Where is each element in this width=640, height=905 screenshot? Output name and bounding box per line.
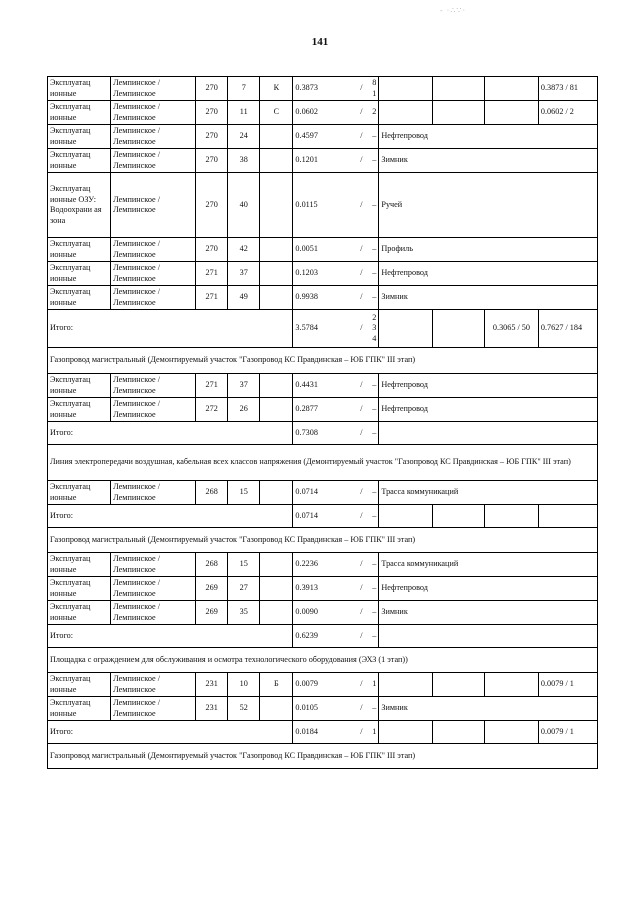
area-value: 0.3873 <box>295 83 318 93</box>
section-number-cell: 27 <box>228 577 260 601</box>
location-cell: Лемпинское / Лемпинское <box>111 697 196 721</box>
area-slash: / <box>360 131 363 141</box>
section-row <box>48 445 598 481</box>
category-cell: Эксплуатац ионные <box>48 697 111 721</box>
area-slash: / <box>360 380 363 390</box>
category-cell: Эксплуатац ионные <box>48 673 111 697</box>
area-value: 0.3913 <box>295 583 318 593</box>
total-row <box>48 310 598 348</box>
table-row <box>48 173 598 238</box>
area-count: – <box>372 131 377 141</box>
code-cell <box>260 398 293 422</box>
table-row <box>48 374 598 398</box>
area-value: 0.0051 <box>295 244 318 254</box>
area-fraction <box>295 703 376 714</box>
area-fraction <box>295 244 376 255</box>
area-fraction <box>295 404 376 415</box>
total-label: Итого: <box>48 310 293 348</box>
total-row <box>48 422 598 445</box>
section-number-cell: 49 <box>228 286 260 310</box>
value-cell-c9 <box>485 77 539 101</box>
category-cell: Эксплуатац ионные <box>48 149 111 173</box>
section-number-cell: 24 <box>228 125 260 149</box>
section-number-cell: 37 <box>228 374 260 398</box>
area-slash: / <box>360 323 363 333</box>
area-value: 0.1201 <box>295 155 318 165</box>
section-number-cell: 52 <box>228 697 260 721</box>
area-cell <box>293 505 379 528</box>
quarter-cell: 269 <box>196 601 228 625</box>
table-row <box>48 125 598 149</box>
value-cell-c7 <box>379 505 433 528</box>
area-cell <box>293 673 379 697</box>
area-fraction <box>295 631 376 642</box>
area-value: 0.0090 <box>295 607 318 617</box>
area-count: – <box>372 404 377 414</box>
area-value: 0.0714 <box>295 510 318 520</box>
location-cell: Лемпинское / Лемпинское <box>111 601 196 625</box>
section-number-cell: 11 <box>228 101 260 125</box>
category-cell: Эксплуатац ионные <box>48 262 111 286</box>
area-count: – <box>372 559 377 569</box>
value-cell-c9: 0.3065 / 50 <box>485 310 539 348</box>
section-number-cell: 15 <box>228 481 260 505</box>
category-cell: Эксплуатац ионные <box>48 286 111 310</box>
area-fraction <box>295 607 376 618</box>
page-number: 141 <box>311 36 329 48</box>
area-cell <box>293 481 379 505</box>
purpose-cell: Зимник <box>379 601 598 625</box>
area-count: – <box>372 510 377 520</box>
quarter-cell: 268 <box>196 481 228 505</box>
area-cell <box>293 101 379 125</box>
section-title: Газопровод магистральный (Демонтируемый участок "Газопровод КС Правдинская – ЮБ ГПК" III этап) <box>48 348 598 374</box>
quarter-cell: 270 <box>196 173 228 238</box>
quarter-cell: 272 <box>196 398 228 422</box>
purpose-cell: Трасса коммуникаций <box>379 553 598 577</box>
value-cell-c9 <box>485 101 539 125</box>
location-cell: Лемпинское / Лемпинское <box>111 553 196 577</box>
location-cell: Лемпинское / Лемпинское <box>111 262 196 286</box>
area-count: 8 1 <box>372 78 377 98</box>
quarter-cell: 270 <box>196 149 228 173</box>
section-row <box>48 528 598 553</box>
area-count: 2 <box>372 107 377 117</box>
purpose-cell: Ручей <box>379 173 598 238</box>
value-cell-c7 <box>379 721 433 744</box>
value-cell-c8 <box>433 310 485 348</box>
area-cell <box>293 625 379 648</box>
quarter-cell: 271 <box>196 374 228 398</box>
purpose-cell: Зимник <box>379 149 598 173</box>
value-cell-c8 <box>433 101 485 125</box>
area-count: – <box>372 380 377 390</box>
code-cell <box>260 262 293 286</box>
section-number-cell: 15 <box>228 553 260 577</box>
total-row <box>48 505 598 528</box>
category-cell: Эксплуатац ионные <box>48 553 111 577</box>
area-cell <box>293 721 379 744</box>
quarter-cell: 231 <box>196 697 228 721</box>
area-slash: / <box>360 83 363 93</box>
category-cell: Эксплуатац ионные <box>48 398 111 422</box>
location-cell: Лемпинское / Лемпинское <box>111 125 196 149</box>
purpose-cell: Профиль <box>379 238 598 262</box>
area-fraction <box>295 727 376 738</box>
total-label: Итого: <box>48 625 293 648</box>
area-value: 0.0184 <box>295 726 318 736</box>
area-slash: / <box>360 510 363 520</box>
area-fraction <box>295 428 376 439</box>
area-fraction <box>295 200 376 211</box>
table-row <box>48 577 598 601</box>
section-number-cell: 7 <box>228 77 260 101</box>
value-cell-c10: 0.0079 / 1 <box>538 721 597 744</box>
scan-artifact: - ·∴∵· <box>440 6 467 15</box>
code-cell <box>260 125 293 149</box>
location-cell: Лемпинское / Лемпинское <box>111 374 196 398</box>
area-slash: / <box>360 155 363 165</box>
purpose-cell: Нефтепровод <box>379 262 598 286</box>
section-number-cell: 40 <box>228 173 260 238</box>
code-cell <box>260 238 293 262</box>
value-cell-c9 <box>485 505 539 528</box>
code-cell: К <box>260 77 293 101</box>
section-number-cell: 42 <box>228 238 260 262</box>
quarter-cell: 268 <box>196 553 228 577</box>
section-title: Линия электропередачи воздушная, кабельная всех классов напряжения (Демонтируемый участок "Газопровод КС Правдинская – ЮБ ГПК" III этап) <box>48 445 598 481</box>
code-cell <box>260 481 293 505</box>
area-slash: / <box>360 268 363 278</box>
table-row <box>48 238 598 262</box>
purpose-cell: Нефтепровод <box>379 398 598 422</box>
code-cell <box>260 286 293 310</box>
category-cell: Эксплуатац ионные <box>48 577 111 601</box>
table-row <box>48 481 598 505</box>
area-value: 3.5784 <box>295 323 318 333</box>
area-count: – <box>372 292 377 302</box>
quarter-cell: 271 <box>196 262 228 286</box>
quarter-cell: 270 <box>196 101 228 125</box>
area-cell <box>293 310 379 348</box>
location-cell: Лемпинское / Лемпинское <box>111 149 196 173</box>
area-cell <box>293 149 379 173</box>
area-slash: / <box>360 487 363 497</box>
purpose-cell: Зимник <box>379 286 598 310</box>
area-value: 0.1203 <box>295 268 318 278</box>
table-row <box>48 601 598 625</box>
area-count: 1 <box>372 726 377 736</box>
area-slash: / <box>360 630 363 640</box>
area-value: 0.0115 <box>295 199 318 209</box>
value-cell-c7 <box>379 77 433 101</box>
value-cell-c7 <box>379 101 433 125</box>
area-cell <box>293 238 379 262</box>
area-count: – <box>372 630 377 640</box>
area-cell <box>293 697 379 721</box>
purpose-cell: Нефтепровод <box>379 125 598 149</box>
area-fraction <box>295 559 376 570</box>
location-cell: Лемпинское / Лемпинское <box>111 77 196 101</box>
area-count: – <box>372 703 377 713</box>
area-slash: / <box>360 404 363 414</box>
code-cell <box>260 577 293 601</box>
value-cell-c10: 0.7627 / 184 <box>538 310 597 348</box>
area-fraction <box>295 107 376 118</box>
category-cell: Эксплуатац ионные <box>48 374 111 398</box>
code-cell <box>260 374 293 398</box>
location-cell: Лемпинское / Лемпинское <box>111 238 196 262</box>
total-label: Итого: <box>48 721 293 744</box>
area-fraction <box>295 78 376 99</box>
category-cell: Эксплуатац ионные ОЗУ: Водоохрани ая зона <box>48 173 111 238</box>
table-row <box>48 286 598 310</box>
table-row <box>48 553 598 577</box>
land-plots-table <box>47 76 598 769</box>
section-title: Газопровод магистральный (Демонтируемый участок "Газопровод КС Правдинская – ЮБ ГПК" III этап) <box>48 528 598 553</box>
value-cell-c8 <box>433 673 485 697</box>
area-value: 0.2877 <box>295 404 318 414</box>
value-cell-c8 <box>433 505 485 528</box>
area-cell <box>293 553 379 577</box>
area-cell <box>293 577 379 601</box>
area-fraction <box>295 131 376 142</box>
total-label: Итого: <box>48 505 293 528</box>
table-row <box>48 77 598 101</box>
section-number-cell: 38 <box>228 149 260 173</box>
quarter-cell: 270 <box>196 238 228 262</box>
location-cell: Лемпинское / Лемпинское <box>111 173 196 238</box>
area-cell <box>293 601 379 625</box>
area-value: 0.0602 <box>295 107 318 117</box>
area-cell <box>293 422 379 445</box>
area-fraction <box>295 487 376 498</box>
location-cell: Лемпинское / Лемпинское <box>111 101 196 125</box>
area-slash: / <box>360 292 363 302</box>
quarter-cell: 231 <box>196 673 228 697</box>
area-slash: / <box>360 559 363 569</box>
area-value: 0.6239 <box>295 630 318 640</box>
purpose-cell: Трасса коммуникаций <box>379 481 598 505</box>
area-value: 0.0714 <box>295 487 318 497</box>
area-cell <box>293 398 379 422</box>
area-cell <box>293 262 379 286</box>
area-slash: / <box>360 427 363 437</box>
area-slash: / <box>360 679 363 689</box>
total-empty <box>379 625 598 648</box>
value-cell-c8 <box>433 77 485 101</box>
area-slash: / <box>360 607 363 617</box>
area-fraction <box>295 155 376 166</box>
area-fraction <box>295 583 376 594</box>
area-cell <box>293 286 379 310</box>
table-row <box>48 101 598 125</box>
location-cell: Лемпинское / Лемпинское <box>111 673 196 697</box>
section-row <box>48 744 598 769</box>
area-count: – <box>372 583 377 593</box>
area-value: 0.4431 <box>295 380 318 390</box>
category-cell: Эксплуатац ионные <box>48 125 111 149</box>
area-fraction <box>295 679 376 690</box>
category-cell: Эксплуатац ионные <box>48 601 111 625</box>
section-row <box>48 348 598 374</box>
area-count: – <box>372 268 377 278</box>
category-cell: Эксплуатац ионные <box>48 77 111 101</box>
category-cell: Эксплуатац ионные <box>48 481 111 505</box>
section-number-cell: 10 <box>228 673 260 697</box>
section-row <box>48 648 598 673</box>
total-empty <box>379 422 598 445</box>
area-count: 1 <box>372 679 377 689</box>
area-cell <box>293 125 379 149</box>
table-row <box>48 262 598 286</box>
total-row <box>48 625 598 648</box>
location-cell: Лемпинское / Лемпинское <box>111 481 196 505</box>
section-title: Площадка с ограждением для обслуживания и осмотра технологического оборудования (ЭХЗ (1 этап)) <box>48 648 598 673</box>
area-fraction <box>295 511 376 522</box>
table-row <box>48 398 598 422</box>
location-cell: Лемпинское / Лемпинское <box>111 286 196 310</box>
total-row <box>48 721 598 744</box>
area-fraction <box>295 313 376 345</box>
value-cell-c9 <box>485 673 539 697</box>
area-cell <box>293 77 379 101</box>
area-count: – <box>372 607 377 617</box>
code-cell <box>260 697 293 721</box>
area-value: 0.7308 <box>295 427 318 437</box>
category-cell: Эксплуатац ионные <box>48 238 111 262</box>
location-cell: Лемпинское / Лемпинское <box>111 398 196 422</box>
area-count: – <box>372 244 377 254</box>
table-row <box>48 673 598 697</box>
code-cell <box>260 553 293 577</box>
section-number-cell: 37 <box>228 262 260 286</box>
value-cell-c7 <box>379 310 433 348</box>
area-fraction <box>295 268 376 279</box>
table-row <box>48 149 598 173</box>
value-cell-c9 <box>485 721 539 744</box>
code-cell <box>260 149 293 173</box>
value-cell-c8 <box>433 721 485 744</box>
section-number-cell: 26 <box>228 398 260 422</box>
table-row <box>48 697 598 721</box>
value-cell-c10: 0.0079 / 1 <box>538 673 597 697</box>
area-slash: / <box>360 199 363 209</box>
area-fraction <box>295 380 376 391</box>
area-slash: / <box>360 583 363 593</box>
total-label: Итого: <box>48 422 293 445</box>
code-cell: С <box>260 101 293 125</box>
quarter-cell: 270 <box>196 125 228 149</box>
value-cell-c10: 0.0602 / 2 <box>538 101 597 125</box>
area-count: – <box>372 487 377 497</box>
area-fraction <box>295 292 376 303</box>
value-cell-c10: 0.3873 / 81 <box>538 77 597 101</box>
area-value: 0.9938 <box>295 292 318 302</box>
area-count: – <box>372 155 377 165</box>
area-value: 0.0105 <box>295 703 318 713</box>
area-slash: / <box>360 244 363 254</box>
section-number-cell: 35 <box>228 601 260 625</box>
area-count: – <box>372 199 377 209</box>
area-count: 2 3 4 <box>372 312 377 343</box>
purpose-cell: Зимник <box>379 697 598 721</box>
area-slash: / <box>360 726 363 736</box>
value-cell-c7 <box>379 673 433 697</box>
area-value: 0.2236 <box>295 559 318 569</box>
section-title: Газопровод магистральный (Демонтируемый участок "Газопровод КС Правдинская – ЮБ ГПК" III этап) <box>48 744 598 769</box>
purpose-cell: Нефтепровод <box>379 577 598 601</box>
purpose-cell: Нефтепровод <box>379 374 598 398</box>
quarter-cell: 269 <box>196 577 228 601</box>
area-count: – <box>372 427 377 437</box>
code-cell <box>260 173 293 238</box>
value-cell-c10 <box>538 505 597 528</box>
area-slash: / <box>360 703 363 713</box>
area-cell <box>293 374 379 398</box>
location-cell: Лемпинское / Лемпинское <box>111 577 196 601</box>
quarter-cell: 270 <box>196 77 228 101</box>
area-slash: / <box>360 107 363 117</box>
code-cell <box>260 601 293 625</box>
area-cell <box>293 173 379 238</box>
area-value: 0.4597 <box>295 131 318 141</box>
category-cell: Эксплуатац ионные <box>48 101 111 125</box>
quarter-cell: 271 <box>196 286 228 310</box>
area-value: 0.0079 <box>295 679 318 689</box>
code-cell: Б <box>260 673 293 697</box>
